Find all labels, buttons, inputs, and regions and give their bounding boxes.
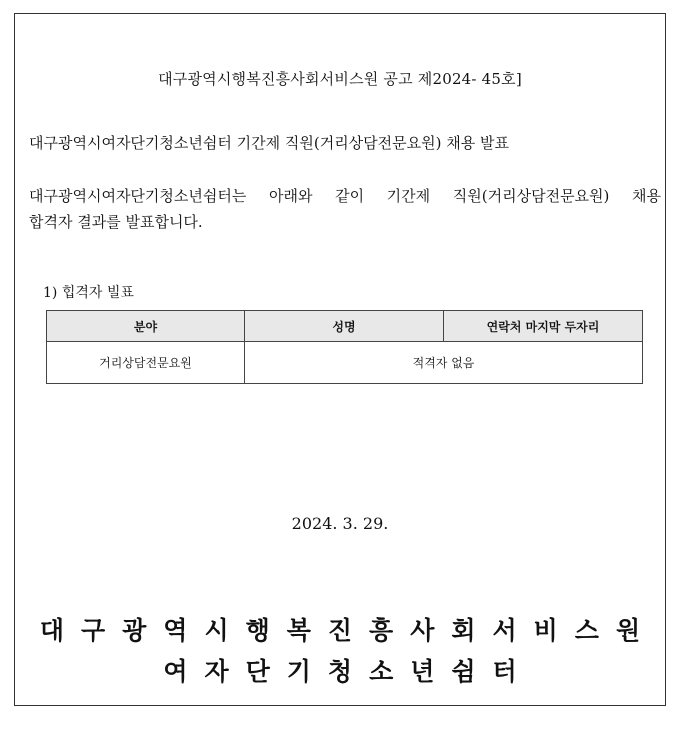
document-frame: [14, 13, 666, 706]
table-row: [47, 342, 643, 384]
announcement-body: [29, 183, 661, 235]
body-line-2: 합격자 결과를 발표합니다.: [29, 213, 203, 231]
body-line-1: 대구광역시여자단기청소년쉼터는 아래와 같이 기간제 직원(거리상담전문요원) 채용: [29, 187, 661, 205]
result-table: [46, 310, 643, 384]
announcement-date: 2024. 3. 29.: [291, 514, 389, 533]
column-header-name: 성명: [245, 311, 444, 342]
organization-name: 대구광역시행복진흥사회서비스원: [39, 616, 658, 645]
announcement-subject: 대구광역시여자단기청소년쉼터 기간제 직원(거리상담전문요원) 채용 발표: [29, 134, 509, 152]
organization-subname: 여자단기청소년쉼터: [163, 657, 534, 686]
announcement-number: 대구광역시행복진흥사회서비스원 공고 제2024- 45호]: [158, 70, 522, 88]
section-heading: 1) 힙격자 빌표: [43, 285, 134, 301]
column-header-field: 분야: [47, 311, 245, 342]
cell-field: 거리상담전문요원: [47, 342, 245, 384]
column-header-contact: 연락처 마지막 두자리: [444, 311, 643, 342]
table-header-row: [47, 311, 643, 342]
cell-result: 적격자 없음: [245, 342, 643, 384]
